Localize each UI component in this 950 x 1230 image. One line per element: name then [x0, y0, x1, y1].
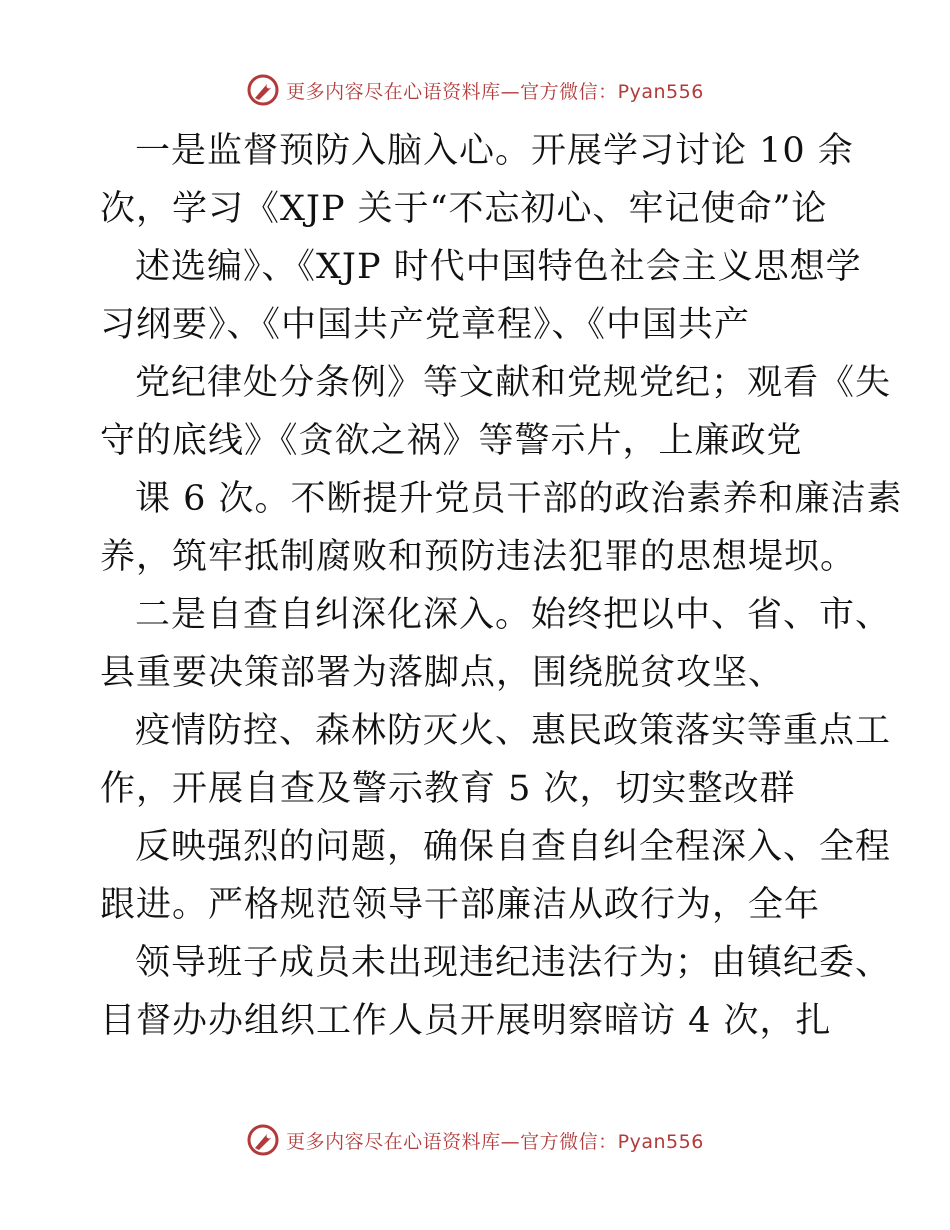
- text-line: 养，筑牢抵制腐败和预防违法犯罪的思想堤坝。: [100, 537, 857, 577]
- text-line: 守的底线》《贪欲之祸》等警示片，上廉政党: [100, 421, 803, 461]
- watermark-text: 更多内容尽在心语资料库—官方微信：Pyan556: [286, 80, 704, 103]
- text-line: 领导班子成员未出现违纪违法行为；由镇纪委、: [135, 943, 892, 983]
- text-line: 习纲要》、《中国共产党章程》、《中国共产: [100, 305, 751, 345]
- watermark-header: [0, 70, 950, 110]
- pen-logo-icon: [246, 73, 280, 107]
- text-line: 次，学习《XJP 关于“不忘初心、牢记使命”论: [100, 189, 828, 229]
- text-line: 课 6 次。不断提升党员干部的政治素养和廉洁素: [135, 479, 903, 519]
- text-line: 目督办办组织工作人员开展明察暗访 4 次，扎: [100, 1001, 832, 1041]
- text-line: 作，开展自查及警示教育 5 次，切实整改群: [100, 769, 796, 809]
- text-line: 跟进。严格规范领导干部廉洁从政行为，全年: [100, 885, 821, 925]
- text-line: 一是监督预防入脑入心。开展学习讨论 10 余: [135, 131, 854, 171]
- text-line: 二是自查自纠深化深入。始终把以中、省、市、: [135, 595, 892, 635]
- watermark-text: 更多内容尽在心语资料库—官方微信：Pyan556: [286, 1130, 704, 1153]
- watermark-footer: [0, 1120, 950, 1160]
- text-line: 反映强烈的问题，确保自查自纠全程深入、全程: [135, 827, 892, 867]
- text-line: 述选编》、《XJP 时代中国特色社会主义思想学: [135, 247, 862, 287]
- text-line: 党纪律处分条例》等文献和党规党纪；观看《失: [135, 363, 892, 403]
- pen-logo-icon: [246, 1123, 280, 1157]
- text-line: 疫情防控、森林防灭火、惠民政策落实等重点工: [135, 711, 892, 751]
- text-line: 县重要决策部署为落脚点，围绕脱贫攻坚、: [100, 653, 785, 693]
